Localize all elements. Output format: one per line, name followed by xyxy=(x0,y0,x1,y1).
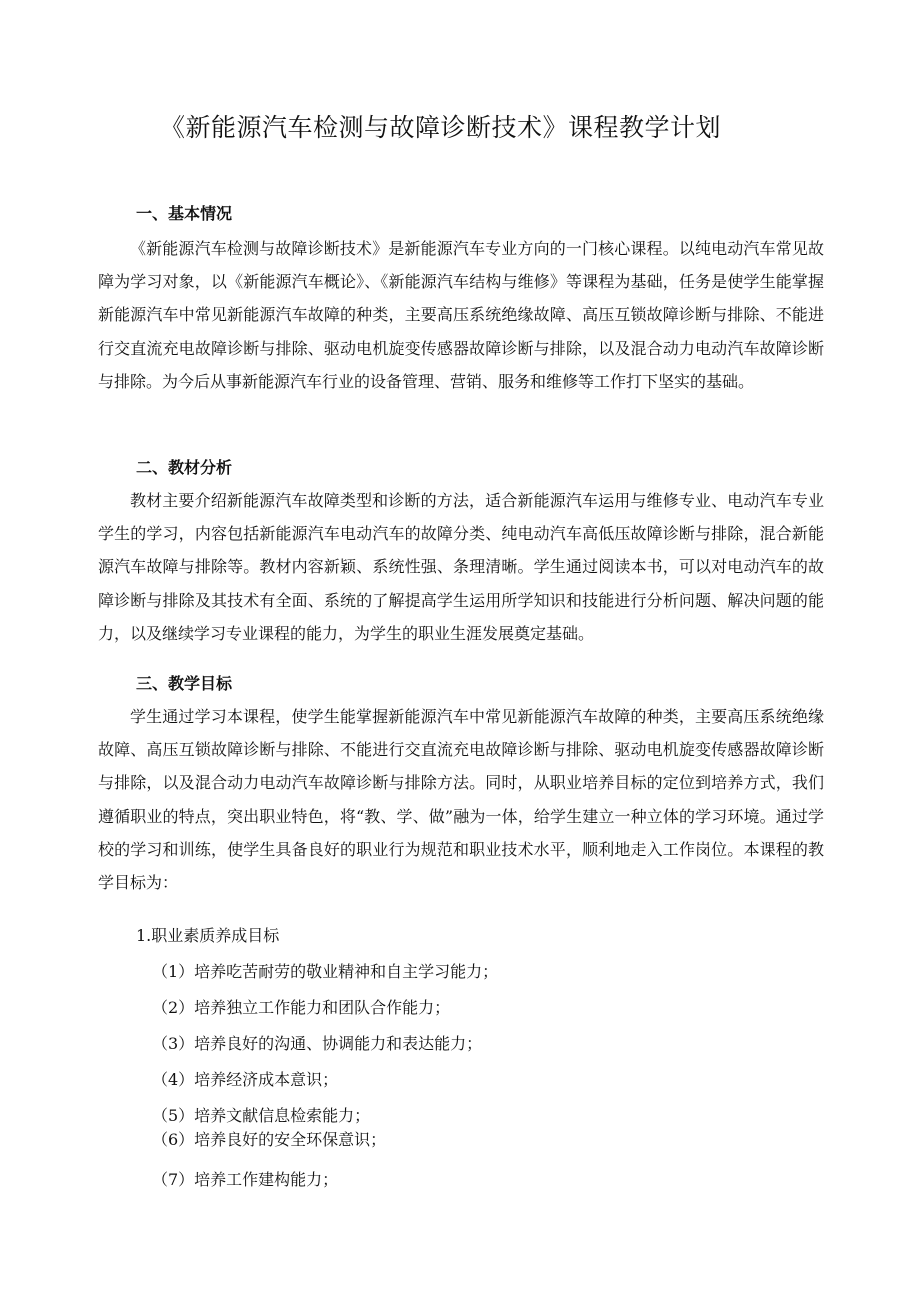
list-item: （4）培养经济成本意识； xyxy=(152,1070,339,1089)
section-heading-basic-info: 一、基本情况 xyxy=(136,204,233,223)
subsection-heading-professional-quality: 1.职业素质养成目标 xyxy=(136,926,280,945)
section-paragraph-textbook-analysis: 教材主要介绍新能源汽车故障类型和诊断的方法，适合新能源汽车运用与维修专业、电动汽车专业学生的学习，内容包括新能源汽车电动汽车的故障分类、纯电动汽车高低压故障诊断与排除，混合新能源汽车故障与排除等。教材内容新颖、系统性强、条理清晰。学生通过阅读本书，可以对电动汽车的故障诊断与排除及其技术有全面、系统的了解提高学生运用所学知识和技能进行分析问题、解决问题的能力，以及继续学习专业课程的能力，为学生的职业生涯发展奠定基础。 xyxy=(98,491,824,643)
list-item: （6）培养良好的安全环保意识； xyxy=(152,1130,387,1149)
list-item: （2）培养独立工作能力和团队合作能力； xyxy=(152,998,451,1017)
list-item: （3）培养良好的沟通、协调能力和表达能力； xyxy=(152,1034,483,1053)
list-item: （5）培养文献信息检索能力； xyxy=(152,1106,371,1125)
section-paragraph-basic-info: 《新能源汽车检测与故障诊断技术》是新能源汽车专业方向的一门核心课程。以纯电动汽车常见故障为学习对象，以《新能源汽车概论》、《新能源汽车结构与维修》等课程为基础，任务是使学生能掌握新能源汽车中常见新能源汽车故障的种类，主要高压系统绝缘故障、高压互锁故障诊断与排除、不能进行交直流充电故障诊断与排除、驱动电机旋变传感器故障诊断与排除，以及混合动力电动汽车故障诊断与排除。为今后从事新能源汽车行业的设备管理、营销、服务和维修等工作打下坚实的基础。 xyxy=(98,239,824,391)
section-heading-textbook-analysis: 二、教材分析 xyxy=(136,458,233,477)
list-item: （1）培养吃苦耐劳的敬业精神和自主学习能力； xyxy=(152,962,499,981)
document-title: 《新能源汽车检测与故障诊断技术》课程教学计划 xyxy=(160,113,722,142)
list-item: （7）培养工作建构能力； xyxy=(152,1170,339,1189)
section-paragraph-teaching-goals: 学生通过学习本课程，使学生能掌握新能源汽车中常见新能源汽车故障的种类，主要高压系统绝缘故障、高压互锁故障诊断与排除、不能进行交直流充电故障诊断与排除、驱动电机旋变传感器故障诊断与排除，以及混合动力电动汽车故障诊断与排除方法。同时，从职业培养目标的定位到培养方式，我们遵循职业的特点，突出职业特色，将“教、学、做”融为一体，给学生建立一种立体的学习环境。通过学校的学习和训练，使学生具备良好的职业行为规范和职业技术水平，顺利地走入工作岗位。本课程的教学目标为： xyxy=(98,707,824,893)
section-heading-teaching-goals: 三、教学目标 xyxy=(136,674,233,693)
